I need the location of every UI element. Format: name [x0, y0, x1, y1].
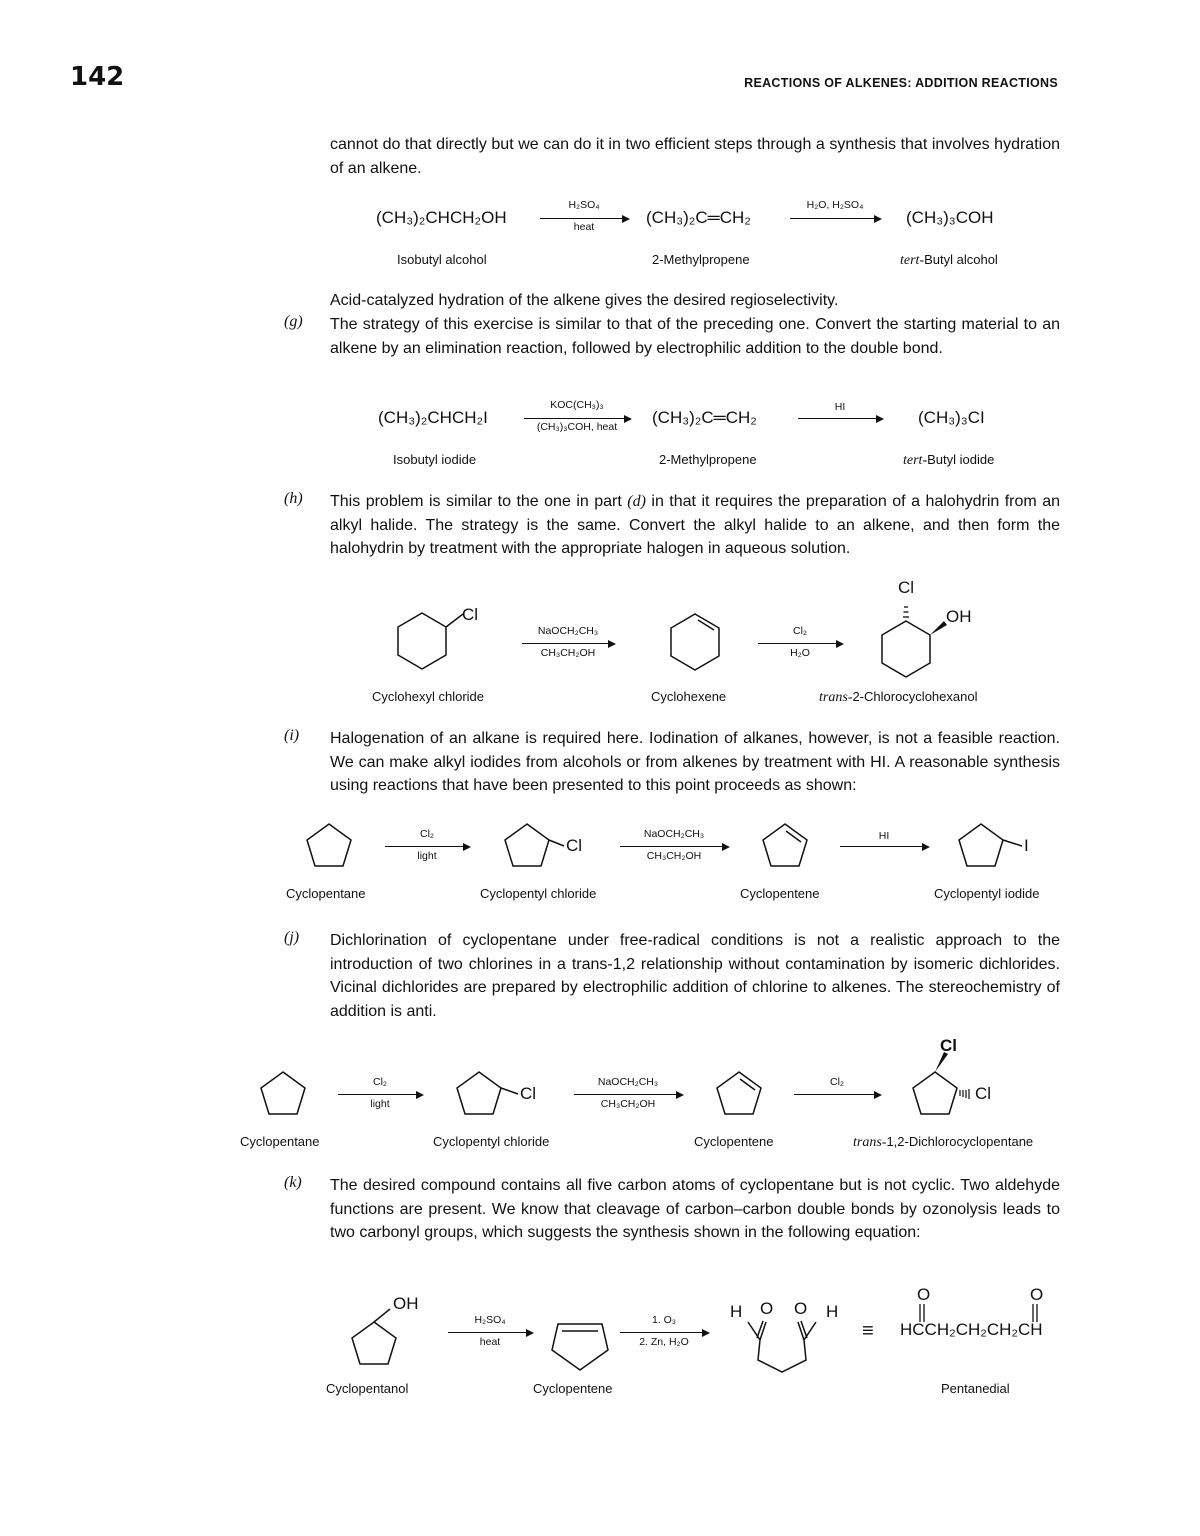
part-label-h: (h): [284, 490, 303, 507]
caption-trans-chlorocyclohexanol: trans-2-Chlorocyclohexanol: [819, 689, 978, 705]
reagent-h2o-h2so4: H₂O, H₂SO₄: [806, 199, 864, 211]
page-number: 142: [70, 62, 125, 92]
solvent-ethanol: CH₃CH₂OH: [646, 850, 702, 862]
cyclopentene-structure: [550, 1310, 610, 1370]
chlorine-atom: Cl: [520, 1084, 537, 1103]
reagent-sodium-ethoxide: NaOCH₂CH₃: [597, 1076, 659, 1088]
condition-light: light: [417, 850, 437, 862]
caption-isobutyl-iodide: Isobutyl iodide: [393, 452, 477, 467]
reaction-arrow: [338, 1094, 422, 1095]
part-h-paragraph: This problem is similar to the one in part (d) in that it requires the preparation of a halohydrin from an alkyl halide. The strategy is the same. Convert the alkyl halide to an alkene, and then form the halohydrin by treatment with the appropriate halogen in aqueous solution.: [330, 493, 1060, 557]
cyclopentyl-chloride-structure: [450, 1066, 530, 1126]
part-j-paragraph: Dichlorination of cyclopentane under free-radical conditions is not a realistic approach to the introduction of two chlorines in a trans-1,2 relationship without contamination by isomeric dichlorides. Vicinal dichlorides are prepared by electrophilic addition of chlorine to alkenes. The stereochemistry of addition is anti.: [330, 932, 1060, 1020]
caption-cyclopentyl-chloride: Cyclopentyl chloride: [433, 1134, 550, 1149]
methylpropene-formula: (CH₃)₂C═CH₂: [652, 408, 757, 427]
reagent-water: H₂O: [790, 647, 810, 659]
part-label-g: (g): [284, 313, 303, 330]
reaction-arrow: [540, 218, 628, 219]
caption-tert-butyl-iodide: tert-Butyl iodide: [903, 452, 995, 468]
reaction-arrow: [790, 218, 880, 219]
cyclopentene-structure: [710, 1066, 770, 1126]
iodine-atom: I: [1024, 836, 1029, 855]
cyclopentanol-structure: [340, 1306, 420, 1376]
cyclopentyl-iodide-structure: [952, 818, 1032, 878]
trans-dichlorocyclopentane-structure: [905, 1050, 985, 1130]
reaction-arrow: [758, 643, 842, 644]
part-label-k: (k): [284, 1174, 302, 1191]
reagent-ozone: 1. O₃: [651, 1314, 677, 1326]
chlorine-atom-wedge: Cl: [940, 1036, 957, 1055]
reaction-arrow: [798, 418, 882, 419]
caption-pentanedial: Pentanedial: [941, 1381, 1010, 1396]
hydroxyl-group: OH: [946, 607, 972, 626]
part-label-j: (j): [284, 929, 300, 946]
reaction-arrow: [620, 846, 728, 847]
reagent-chlorine: Cl₂: [420, 828, 434, 840]
reaction-arrow: [620, 1332, 708, 1333]
carbonyl-oxygen: O: [917, 1285, 931, 1304]
isobutyl-iodide-formula: (CH₃)₂CHCH₂I: [378, 408, 488, 427]
reaction-arrow: [574, 1094, 682, 1095]
reaction-arrow: [385, 846, 469, 847]
cyclohexene-structure: [660, 608, 730, 678]
reagent-potassium-tert-butoxide: KOC(CH₃)₃: [550, 399, 604, 411]
chlorine-atom: Cl: [462, 605, 479, 624]
chlorine-atom-hash: Cl: [975, 1084, 992, 1103]
condition-heat: heat: [573, 221, 595, 233]
part-g-paragraph: The strategy of this exercise is similar to that of the preceding one. Convert the starting material to an alkene by an elimination reaction, followed by electrophilic addition to the double bond.: [330, 316, 1060, 357]
caption-cyclopentyl-iodide: Cyclopentyl iodide: [934, 886, 1040, 901]
reagent-chlorine: Cl₂: [830, 1076, 844, 1088]
caption-cyclopentene: Cyclopentene: [694, 1134, 774, 1149]
tert-butyl-alcohol-formula: (CH₃)₃COH: [906, 208, 994, 227]
caption-methylpropene: 2-Methylpropene: [652, 252, 750, 267]
reagent-hi: HI: [834, 401, 846, 413]
reagent-zinc-water: 2. Zn, H₂O: [639, 1336, 689, 1348]
reaction-arrow: [840, 846, 928, 847]
condition-heat: heat: [479, 1336, 501, 1348]
caption-methylpropene: 2-Methylpropene: [659, 452, 757, 467]
caption-cyclopentene: Cyclopentene: [533, 1381, 613, 1396]
part-label-i: (i): [284, 727, 300, 744]
reagent-h2so4: H₂SO₄: [568, 199, 600, 211]
hydroxyl-group: OH: [393, 1294, 419, 1313]
reaction-arrow: [448, 1332, 532, 1333]
carbonyl-oxygen: O: [794, 1299, 808, 1318]
caption-cyclopentyl-chloride: Cyclopentyl chloride: [480, 886, 597, 901]
aldehyde-hydrogen: H: [826, 1302, 839, 1321]
intro-paragraph: cannot do that directly but we can do it in two efficient steps through a synthesis that involves hydration of an alkene.: [330, 136, 1060, 177]
chlorine-atom: Cl: [566, 836, 583, 855]
caption-cyclohexyl-chloride: Cyclohexyl chloride: [372, 689, 484, 704]
reaction-arrow: [522, 643, 614, 644]
chlorine-atom: Cl: [898, 578, 915, 597]
condition-light: light: [370, 1098, 390, 1110]
reagent-hi: HI: [878, 830, 890, 842]
caption-trans-dichlorocyclopentane: trans-1,2-Dichlorocyclopentane: [853, 1134, 1034, 1150]
solvent-ethanol: CH₃CH₂OH: [540, 647, 596, 659]
running-head: REACTIONS OF ALKENES: ADDITION REACTIONS: [744, 76, 1058, 90]
caption-cyclopentane: Cyclopentane: [240, 1134, 320, 1149]
equivalence-symbol: ≡: [862, 1320, 874, 1342]
reagent-chlorine: Cl₂: [373, 1076, 387, 1088]
reagent-sodium-ethoxide: NaOCH₂CH₃: [537, 625, 599, 637]
tert-butyl-iodide-formula: (CH₃)₃CI: [918, 408, 985, 427]
pentanedial-condensed-formula: HCCH₂CH₂CH₂CH: [900, 1320, 1043, 1339]
cyclopentene-structure: [756, 818, 816, 878]
reaction-arrow: [524, 418, 630, 419]
carbonyl-oxygen: O: [760, 1299, 774, 1318]
caption-cyclopentanol: Cyclopentanol: [326, 1381, 409, 1396]
after-f-paragraph: Acid-catalyzed hydration of the alkene gives the desired regioselectivity.: [330, 292, 839, 309]
methylpropene-formula: (CH₃)₂C═CH₂: [646, 208, 751, 227]
carbonyl-oxygen: O: [1030, 1285, 1044, 1304]
part-i-paragraph: Halogenation of an alkane is required here. Iodination of alkanes, however, is not a feasible reaction. We can make alkyl iodides from alcohols or from alkenes by treatment with HI. A reasonable synthesis using reactions that have been presented to this point proceeds as shown:: [330, 730, 1060, 794]
caption-tert-butyl-alcohol: tert-Butyl alcohol: [900, 252, 998, 268]
caption-isobutyl-alcohol: Isobutyl alcohol: [397, 252, 487, 267]
part-k-paragraph: The desired compound contains all five carbon atoms of cyclopentane but is not cyclic. Two aldehyde functions are present. We know that cleavage of carbon–carbon double bonds by ozonolysis leads to two carbonyl groups, which suggests the synthesis shown in the following equation:: [330, 1177, 1060, 1241]
aldehyde-hydrogen: H: [730, 1302, 743, 1321]
cyclopentane-structure: [254, 1066, 314, 1126]
reagent-h2so4: H₂SO₄: [474, 1314, 506, 1326]
reaction-arrow: [794, 1094, 880, 1095]
isobutyl-alcohol-formula: (CH₃)₂CHCH₂OH: [376, 208, 507, 227]
caption-cyclohexene: Cyclohexene: [651, 689, 727, 704]
solvent-ethanol: CH₃CH₂OH: [600, 1098, 656, 1110]
cyclopentane-structure: [300, 818, 360, 878]
caption-cyclopentane: Cyclopentane: [286, 886, 366, 901]
reagent-sodium-ethoxide: NaOCH₂CH₃: [643, 828, 705, 840]
caption-cyclopentene: Cyclopentene: [740, 886, 820, 901]
reagent-chlorine: Cl₂: [793, 625, 807, 637]
condition-tert-butanol-heat: (CH₃)₃COH, heat: [536, 421, 618, 433]
